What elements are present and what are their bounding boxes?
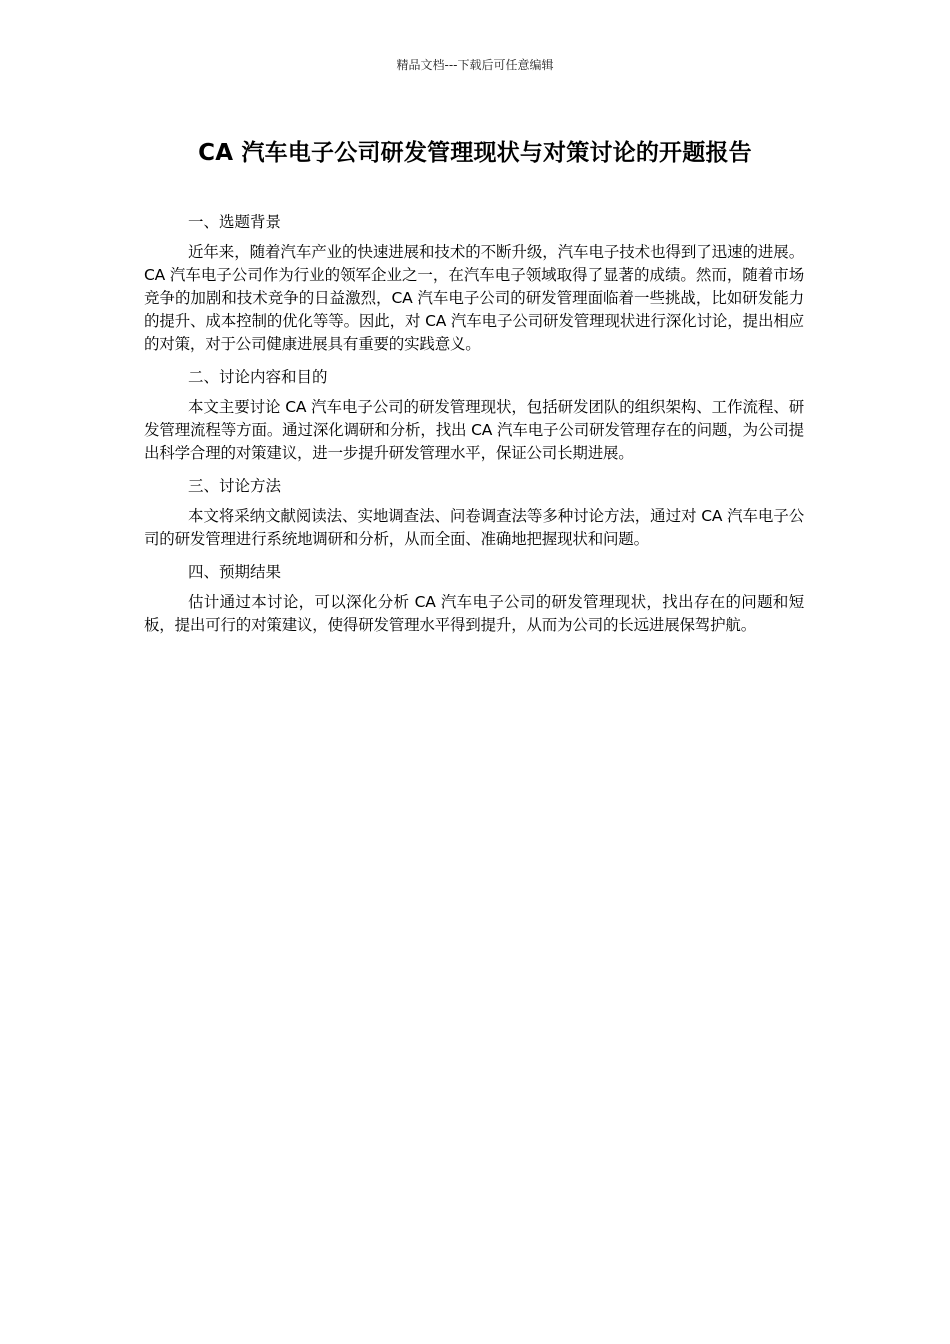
section-heading: 四、预期结果 [188,563,282,581]
section-paragraph: 本文主要讨论 CA 汽车电子公司的研发管理现状，包括研发团队的组织架构、工作流程、研发管理流程等方面。通过深化调研和分析，找出 CA 汽车电子公司研发管理存在的问题，为公司提出科学合理的对策建议，进一步提升研发管理水平，保证公司长期进展。 [144,398,804,462]
header-note: 精品文档---下载后可任意编辑 [396,58,554,72]
document-title: CA 汽车电子公司研发管理现状与对策讨论的开题报告 [198,140,752,166]
section-heading: 二、讨论内容和目的 [188,368,328,386]
section-paragraph: 估计通过本讨论，可以深化分析 CA 汽车电子公司的研发管理现状，找出存在的问题和短板，提出可行的对策建议，使得研发管理水平得到提升，从而为公司的长远进展保驾护航。 [144,593,804,634]
section-method [144,471,804,551]
document-body [144,207,804,643]
section-content-purpose [144,362,804,465]
section-background [144,207,804,356]
section-paragraph: 近年来，随着汽车产业的快速进展和技术的不断升级，汽车电子技术也得到了迅速的进展。CA 汽车电子公司作为行业的领军企业之一，在汽车电子领域取得了显著的成绩。然而，随着市场竞争的加剧和技术竞争的日益激烈，CA 汽车电子公司的研发管理面临着一些挑战，比如研发能力的提升、成本控制的优化等等。因此，对 CA 汽车电子公司研发管理现状进行深化讨论，提出相应的对策，对于公司健康进展具有重要的实践意义。 [144,243,804,353]
section-expected-results [144,557,804,637]
section-heading: 三、讨论方法 [188,477,282,495]
section-heading: 一、选题背景 [188,213,282,231]
section-paragraph: 本文将采纳文献阅读法、实地调查法、问卷调查法等多种讨论方法，通过对 CA 汽车电子公司的研发管理进行系统地调研和分析，从而全面、准确地把握现状和问题。 [144,507,804,548]
